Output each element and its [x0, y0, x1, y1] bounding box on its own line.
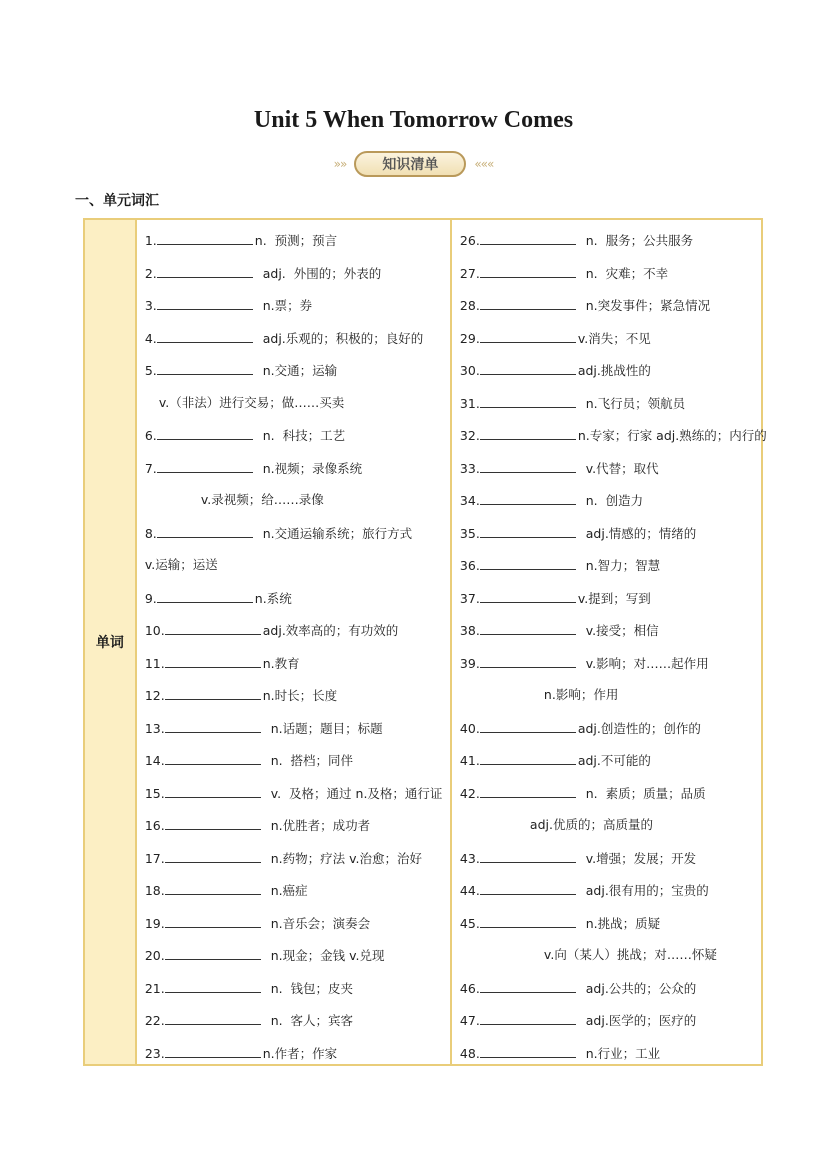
definition-continuation: v.录视频；给……录像	[200, 492, 324, 507]
vocab-item	[145, 523, 412, 543]
vocab-item	[145, 620, 398, 640]
definition-continuation: v.运输；运送	[144, 557, 218, 572]
vocab-item	[145, 848, 422, 868]
answer-blank[interactable]	[480, 393, 576, 408]
answer-blank[interactable]	[480, 880, 576, 895]
definition-continuation: adj.优质的；高质量的	[529, 817, 653, 832]
item-number: 18.	[144, 883, 165, 898]
answer-blank[interactable]	[165, 1010, 261, 1025]
answer-blank[interactable]	[165, 685, 261, 700]
answer-blank[interactable]	[480, 458, 576, 473]
vocab-item	[145, 458, 362, 478]
item-definition: n.优胜者；成功者	[262, 818, 371, 833]
item-definition: v. 及格；通过 n.及格；通行证	[262, 785, 443, 801]
vocab-item	[145, 295, 312, 315]
answer-blank[interactable]	[157, 230, 253, 245]
vocab-item	[145, 360, 337, 380]
vocab-item	[460, 783, 706, 803]
item-number: 35.	[459, 525, 480, 541]
answer-blank[interactable]	[165, 913, 261, 928]
right-arrows-icon: «««	[474, 157, 494, 171]
vocab-item	[145, 750, 353, 770]
item-definition: n.票；券	[254, 298, 313, 313]
item-definition: n.现金；金钱 v.兑现	[262, 948, 385, 963]
item-number: 9.	[144, 590, 157, 606]
vocab-item	[460, 880, 709, 900]
item-definition: n.交通运输系统；旅行方式	[254, 525, 413, 541]
item-number: 45.	[459, 915, 480, 931]
section-heading: 一、单元词汇	[75, 193, 159, 209]
answer-blank[interactable]	[157, 425, 253, 440]
vocab-item	[460, 750, 651, 770]
item-number: 48.	[459, 1045, 480, 1061]
vocab-item	[145, 718, 383, 738]
vocab-item	[145, 783, 443, 803]
item-number: 3.	[144, 298, 157, 313]
item-number: 2.	[144, 265, 157, 281]
item-definition: adj.效率高的；有功效的	[262, 623, 399, 638]
vocab-item	[460, 360, 651, 380]
answer-blank[interactable]	[480, 783, 576, 798]
vocab-item	[460, 230, 693, 250]
item-definition: n. 素质；质量；品质	[577, 785, 706, 801]
item-number: 29.	[459, 330, 480, 346]
item-definition: n.飞行员；领航员	[577, 395, 686, 411]
item-definition: n. 灾难；不幸	[577, 265, 669, 281]
item-number: 14.	[144, 753, 165, 768]
item-definition: adj.创造性的；创作的	[577, 720, 701, 736]
vocab-item	[145, 1010, 353, 1030]
answer-blank[interactable]	[480, 263, 576, 278]
vocab-item	[460, 425, 767, 445]
answer-blank[interactable]	[165, 750, 261, 765]
item-definition: n. 服务；公共服务	[577, 233, 694, 248]
item-definition: adj.乐观的；积极的；良好的	[254, 330, 424, 346]
item-number: 4.	[144, 330, 157, 346]
definition-continuation: n.影响；作用	[543, 687, 619, 702]
answer-blank[interactable]	[165, 718, 261, 733]
item-definition: n. 创造力	[577, 493, 644, 508]
item-definition: n.突发事件；紧急情况	[577, 298, 711, 313]
vocab-item	[460, 1043, 660, 1063]
item-number: 17.	[144, 850, 165, 866]
item-number: 15.	[144, 785, 165, 801]
vocab-item	[460, 1010, 696, 1030]
item-definition: n. 客人；宾客	[262, 1013, 354, 1028]
answer-blank[interactable]	[480, 750, 576, 765]
answer-blank[interactable]	[165, 880, 261, 895]
item-number: 7.	[144, 460, 157, 476]
answer-blank[interactable]	[157, 295, 253, 310]
vocab-item	[145, 425, 345, 445]
answer-blank[interactable]	[480, 425, 576, 440]
left-arrows-icon: »»	[333, 157, 347, 171]
answer-blank[interactable]	[165, 620, 261, 635]
vocab-item	[145, 978, 353, 998]
vocab-item	[145, 588, 292, 608]
left-column	[137, 220, 452, 1064]
answer-blank[interactable]	[480, 1010, 576, 1025]
item-number: 37.	[459, 590, 480, 606]
item-number: 13.	[144, 720, 165, 736]
vocab-item	[145, 263, 381, 283]
item-definition: n.交通；运输	[254, 363, 338, 378]
answer-blank[interactable]	[157, 328, 253, 343]
item-number: 21.	[144, 980, 165, 996]
item-definition: n.教育	[262, 655, 300, 671]
answer-blank[interactable]	[480, 653, 576, 668]
item-number: 22.	[144, 1013, 165, 1028]
answer-blank[interactable]	[480, 718, 576, 733]
vocab-item	[145, 1043, 337, 1063]
item-definition: adj. 外围的；外表的	[254, 265, 382, 281]
vocab-item	[460, 393, 685, 413]
item-definition: adj.很有用的；宝贵的	[577, 883, 709, 898]
vocab-item	[460, 555, 660, 575]
vocab-item	[460, 718, 701, 738]
vocab-item	[460, 978, 696, 998]
answer-blank[interactable]	[480, 978, 576, 993]
item-number: 8.	[144, 525, 157, 541]
item-number: 41.	[459, 753, 480, 768]
item-definition: adj.不可能的	[577, 753, 651, 768]
item-definition: adj.情感的；情绪的	[577, 525, 697, 541]
item-definition: v.接受；相信	[577, 623, 659, 638]
item-number: 27.	[459, 265, 480, 281]
page-title: Unit 5 When Tomorrow Comes	[253, 107, 574, 133]
item-definition: n.系统	[254, 590, 292, 606]
item-number: 28.	[459, 298, 480, 313]
answer-blank[interactable]	[480, 588, 576, 603]
answer-blank[interactable]	[480, 490, 576, 505]
item-definition: v.增强；发展；开发	[577, 850, 697, 866]
item-number: 43.	[459, 850, 480, 866]
right-column	[452, 220, 767, 1064]
section-badge	[0, 148, 827, 180]
answer-blank[interactable]	[480, 620, 576, 635]
answer-blank[interactable]	[165, 815, 261, 830]
answer-blank[interactable]	[157, 458, 253, 473]
answer-blank[interactable]	[480, 523, 576, 538]
item-definition: n.专家；行家 adj.熟练的；内行的	[577, 428, 767, 443]
vocab-item	[460, 588, 651, 608]
item-definition: adj.挑战性的	[577, 363, 651, 378]
item-definition: n. 预测；预言	[254, 233, 338, 248]
item-definition: n.作者；作家	[262, 1045, 338, 1061]
answer-blank[interactable]	[480, 295, 576, 310]
answer-blank[interactable]	[165, 1043, 261, 1058]
vocab-item	[460, 848, 696, 868]
item-number: 46.	[459, 980, 480, 996]
answer-blank[interactable]	[165, 945, 261, 960]
definition-continuation: v.向（某人）挑战；对……怀疑	[543, 947, 717, 962]
item-definition: adj.公共的；公众的	[577, 980, 697, 996]
vocab-item	[460, 295, 710, 315]
answer-blank[interactable]	[157, 360, 253, 375]
item-number: 31.	[459, 395, 480, 411]
answer-blank[interactable]	[480, 360, 576, 375]
item-number: 39.	[459, 655, 480, 671]
item-number: 44.	[459, 883, 480, 898]
item-definition: n. 搭档；同伴	[262, 753, 354, 768]
vocab-item	[145, 815, 370, 835]
answer-blank[interactable]	[165, 783, 261, 798]
vocab-item	[145, 328, 423, 348]
item-number: 47.	[459, 1013, 480, 1028]
vocab-item	[460, 620, 659, 640]
vocabulary-table	[83, 218, 767, 1066]
answer-blank[interactable]	[157, 588, 253, 603]
item-definition: v.消失；不见	[577, 330, 651, 346]
item-number: 19.	[144, 915, 165, 931]
item-number: 33.	[459, 460, 480, 476]
vocab-item	[145, 913, 370, 933]
item-definition: n.挑战；质疑	[577, 915, 661, 931]
item-number: 38.	[459, 623, 480, 638]
item-number: 42.	[459, 785, 480, 801]
vocab-item	[460, 653, 709, 673]
vocab-item	[145, 945, 385, 965]
item-definition: n.癌症	[262, 883, 308, 898]
item-number: 34.	[459, 493, 480, 508]
item-definition: n.音乐会；演奏会	[262, 915, 371, 931]
answer-blank[interactable]	[157, 523, 253, 538]
item-definition: v.影响；对……起作用	[577, 655, 709, 671]
item-definition: n.话题；题目；标题	[262, 720, 383, 736]
item-number: 1.	[144, 233, 157, 248]
item-definition: n. 科技；工艺	[254, 428, 346, 443]
item-number: 26.	[459, 233, 480, 248]
item-number: 11.	[144, 655, 165, 671]
answer-blank[interactable]	[480, 913, 576, 928]
vocab-item	[460, 523, 696, 543]
answer-blank[interactable]	[157, 263, 253, 278]
item-number: 36.	[459, 558, 480, 573]
vocab-item	[460, 913, 660, 933]
answer-blank[interactable]	[480, 328, 576, 343]
item-number: 16.	[144, 818, 165, 833]
vocab-item	[460, 458, 659, 478]
vocab-item	[145, 880, 308, 900]
item-number: 30.	[459, 363, 480, 378]
answer-blank[interactable]	[165, 653, 261, 668]
knowledge-list-badge: 知识清单	[354, 151, 466, 177]
item-number: 20.	[144, 948, 165, 963]
item-definition: adj.医学的；医疗的	[577, 1013, 697, 1028]
item-definition: n.智力；智慧	[577, 558, 661, 573]
item-number: 5.	[144, 363, 157, 378]
item-definition: v.提到；写到	[577, 590, 651, 606]
answer-blank[interactable]	[165, 978, 261, 993]
item-definition: n.视频；录像系统	[254, 460, 363, 476]
item-definition: n.行业；工业	[577, 1045, 661, 1061]
item-number: 23.	[144, 1045, 165, 1061]
vocab-item	[460, 263, 668, 283]
item-definition: n.时长；长度	[262, 688, 338, 703]
vocab-item	[145, 653, 300, 673]
answer-blank[interactable]	[480, 848, 576, 863]
item-number: 12.	[144, 688, 165, 703]
answer-blank[interactable]	[480, 230, 576, 245]
item-number: 32.	[459, 428, 480, 443]
vocab-item	[145, 230, 337, 250]
answer-blank[interactable]	[480, 1043, 576, 1058]
answer-blank[interactable]	[480, 555, 576, 570]
vocab-item	[145, 685, 337, 705]
item-number: 10.	[144, 623, 165, 638]
vocab-item	[460, 328, 651, 348]
vocab-item	[460, 490, 643, 510]
item-definition: n. 钱包；皮夹	[262, 980, 354, 996]
item-number: 40.	[459, 720, 480, 736]
definition-continuation: v.（非法）进行交易；做……买卖	[158, 394, 345, 410]
side-label: 单词	[85, 220, 137, 1064]
item-number: 6.	[144, 428, 157, 443]
item-definition: v.代替；取代	[577, 460, 659, 476]
item-definition: n.药物；疗法 v.治愈；治好	[262, 850, 422, 866]
answer-blank[interactable]	[165, 848, 261, 863]
